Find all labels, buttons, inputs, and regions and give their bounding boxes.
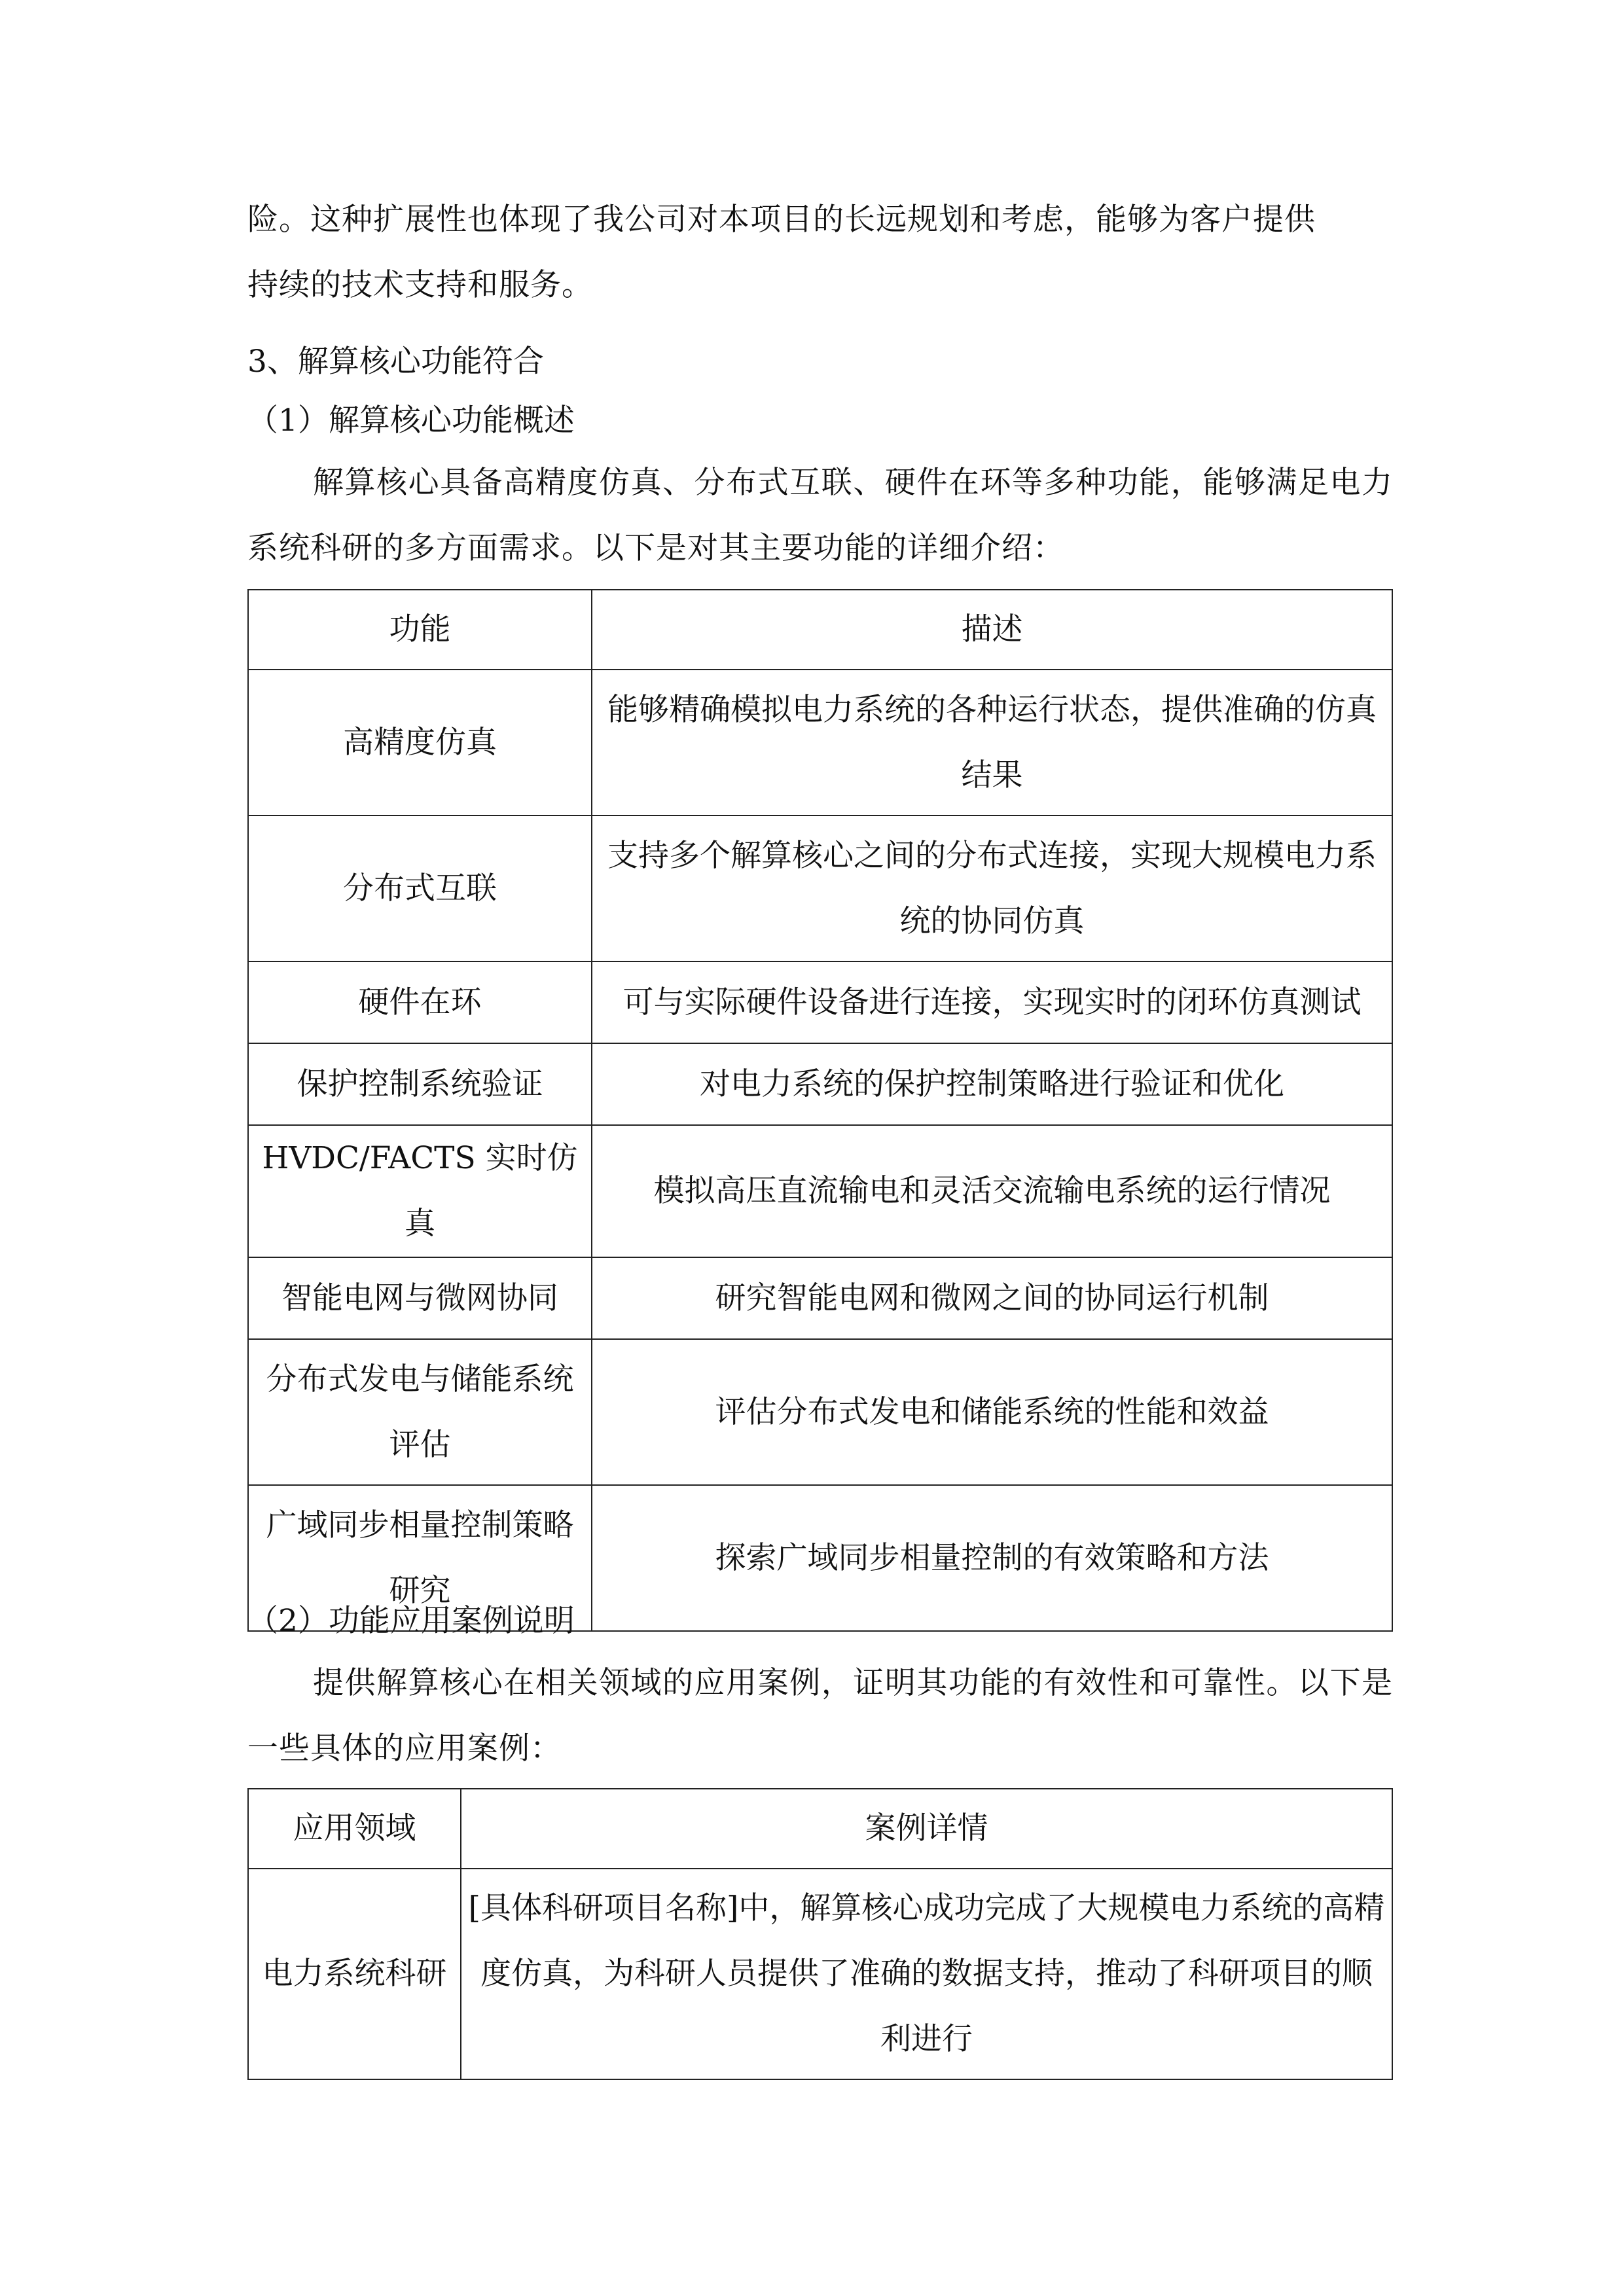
function-cell: 广域同步相量控制策略研究 <box>248 1485 592 1631</box>
case-section <box>247 1592 1393 1782</box>
function-cell: 智能电网与微网协同 <box>248 1257 592 1339</box>
intro-paragraph <box>247 187 1393 318</box>
intro-line-2: 持续的技术支持和服务。 <box>247 267 593 303</box>
function-table <box>247 589 1393 1632</box>
description-cell: 研究智能电网和微网之间的协同运行机制 <box>592 1257 1392 1339</box>
column-header-description: 描述 <box>592 590 1392 670</box>
intro-line-1: 险。这种扩展性也体现了我公司对本项目的长远规划和考虑，能够为客户提供 <box>247 202 1316 238</box>
description-cell: 探索广域同步相量控制的有效策略和方法 <box>592 1485 1392 1631</box>
table-row <box>248 816 1392 961</box>
case-intro-paragraph: 提供解算核心在相关领域的应用案例，证明其功能的有效性和可靠性。以下是一些具体的应用案例： <box>247 1665 1393 1767</box>
function-cell: 分布式互联 <box>248 816 592 961</box>
function-cell: 硬件在环 <box>248 961 592 1043</box>
function-cell: 分布式发电与储能系统评估 <box>248 1339 592 1485</box>
table-row <box>248 1869 1392 2079</box>
table-row <box>248 670 1392 816</box>
subsection-heading-1: （1）解算核心功能概述 <box>247 403 575 439</box>
section-3 <box>247 332 1393 581</box>
field-cell: 电力系统科研 <box>248 1869 461 2079</box>
case-table <box>247 1788 1393 2080</box>
column-header-field: 应用领域 <box>248 1789 461 1869</box>
section-heading: 3、解算核心功能符合 <box>247 344 544 380</box>
table-row <box>248 1339 1392 1485</box>
table-header-row <box>248 590 1392 670</box>
column-header-function: 功能 <box>248 590 592 670</box>
description-cell: 可与实际硬件设备进行连接，实现实时的闭环仿真测试 <box>592 961 1392 1043</box>
description-cell: 支持多个解算核心之间的分布式连接，实现大规模电力系统的协同仿真 <box>592 816 1392 961</box>
function-cell: 高精度仿真 <box>248 670 592 816</box>
function-overview-paragraph: 解算核心具备高精度仿真、分布式互联、硬件在环等多种功能，能够满足电力系统科研的多方面需求。以下是对其主要功能的详细介绍： <box>247 465 1393 566</box>
table-row <box>248 1257 1392 1339</box>
description-cell: 模拟高压直流输电和灵活交流输电系统的运行情况 <box>592 1125 1392 1257</box>
table-row <box>248 1043 1392 1125</box>
function-cell: HVDC/FACTS 实时仿真 <box>248 1125 592 1257</box>
subsection-heading-2: （2）功能应用案例说明 <box>247 1603 575 1639</box>
detail-cell: [具体科研项目名称]中，解算核心成功完成了大规模电力系统的高精度仿真，为科研人员提供了准确的数据支持，推动了科研项目的顺利进行 <box>461 1869 1392 2079</box>
column-header-detail: 案例详情 <box>461 1789 1392 1869</box>
table-row <box>248 961 1392 1043</box>
function-cell: 保护控制系统验证 <box>248 1043 592 1125</box>
description-cell: 评估分布式发电和储能系统的性能和效益 <box>592 1339 1392 1485</box>
table-header-row <box>248 1789 1392 1869</box>
description-cell: 能够精确模拟电力系统的各种运行状态，提供准确的仿真结果 <box>592 670 1392 816</box>
description-cell: 对电力系统的保护控制策略进行验证和优化 <box>592 1043 1392 1125</box>
table-row <box>248 1125 1392 1257</box>
